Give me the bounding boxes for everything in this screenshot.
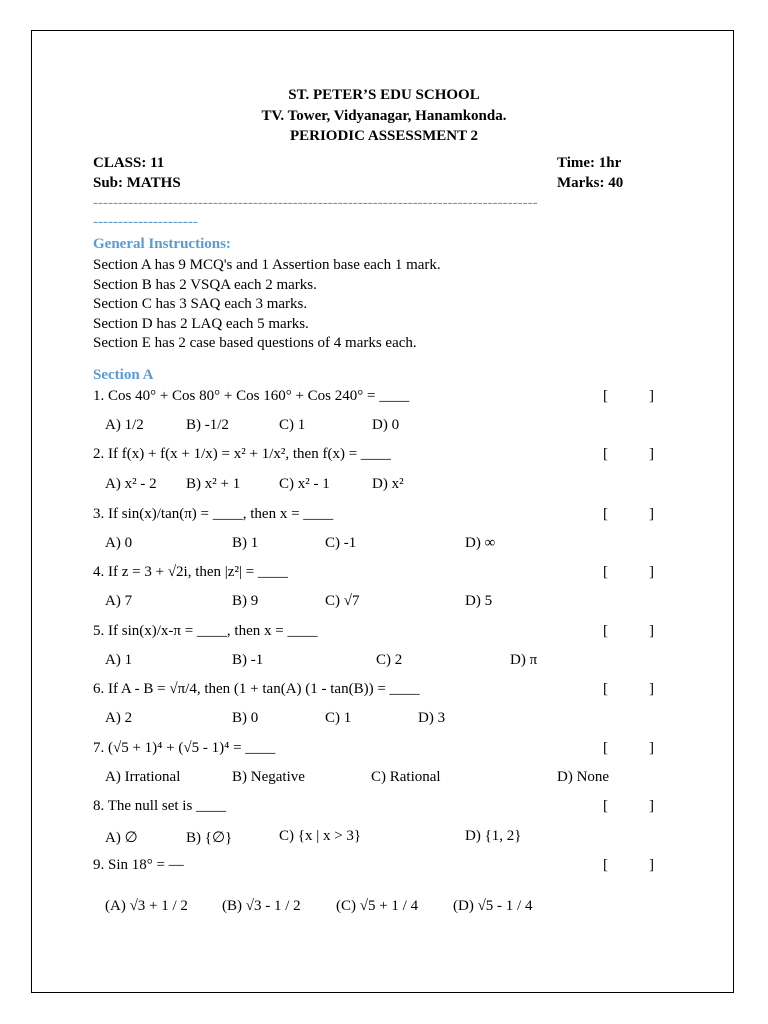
- instruction-line: Section D has 2 LAQ each 5 marks.: [93, 316, 309, 332]
- question-3: 3. If sin(x)/tan(π) = ____, then x = ____: [93, 506, 334, 522]
- exam-title: PERIODIC ASSESSMENT 2: [289, 128, 479, 144]
- option: C) {x | x > 3}: [279, 828, 362, 844]
- option: C) -1: [325, 535, 357, 551]
- question-2: 2. If f(x) + f(x + 1/x) = x² + 1/x², then f(x) = ____: [93, 446, 391, 462]
- option: C) 1: [325, 710, 352, 726]
- option: (C) √5 + 1 / 4: [336, 898, 419, 914]
- instruction-line: Section A has 9 MCQ's and 1 Assertion base each 1 mark.: [93, 257, 441, 273]
- subject-label: Sub: MATHS: [93, 175, 181, 191]
- option: (A) √3 + 1 / 2: [105, 898, 188, 914]
- option: D) {1, 2}: [465, 828, 522, 844]
- option: A) Irrational: [105, 769, 181, 785]
- option: B) x² + 1: [186, 476, 241, 492]
- option: B) -1/2: [186, 417, 229, 433]
- option: C) Rational: [371, 769, 441, 785]
- answer-bracket-close: ]: [649, 681, 654, 697]
- answer-bracket-open: [: [603, 623, 608, 639]
- marks-label: Marks: 40: [557, 175, 624, 191]
- question-5: 5. If sin(x)/x-π = ____, then x = ____: [93, 623, 318, 639]
- answer-bracket-close: ]: [649, 506, 654, 522]
- question-8: 8. The null set is ____: [93, 798, 227, 814]
- option: (D) √5 - 1 / 4: [453, 898, 533, 914]
- time-label: Time: 1hr: [557, 155, 622, 171]
- option: A) x² - 2: [105, 476, 157, 492]
- school-name: ST. PETER’S EDU SCHOOL: [288, 87, 480, 103]
- option: (B) √3 - 1 / 2: [222, 898, 301, 914]
- divider-line-2: ---------------------: [93, 214, 198, 230]
- option: B) -1: [232, 652, 264, 668]
- question-6: 6. If A - B = √π/4, then (1 + tan(A) (1 - tan(B)) = ____: [93, 681, 420, 697]
- question-9: 9. Sin 18° = —: [93, 857, 184, 873]
- option: A) 7: [105, 593, 133, 609]
- divider-line-1: -----------------------------------------------------------------------------------------: [93, 195, 538, 211]
- option: B) {∅}: [186, 830, 233, 846]
- option: D) 0: [372, 417, 400, 433]
- option: C) x² - 1: [279, 476, 330, 492]
- instruction-line: Section E has 2 case based questions of 4 marks each.: [93, 335, 417, 351]
- option: C) 2: [376, 652, 403, 668]
- instruction-line: Section C has 3 SAQ each 3 marks.: [93, 296, 308, 312]
- question-7: 7. (√5 + 1)⁴ + (√5 - 1)⁴ = ____: [93, 740, 276, 756]
- option: B) 0: [232, 710, 259, 726]
- option: D) 3: [418, 710, 446, 726]
- school-address: TV. Tower, Vidyanagar, Hanamkonda.: [261, 108, 507, 124]
- answer-bracket-open: [: [603, 681, 608, 697]
- option: D) π: [510, 652, 538, 668]
- option: C) 1: [279, 417, 306, 433]
- option: D) x²: [372, 476, 404, 492]
- option: B) 9: [232, 593, 259, 609]
- class-label: CLASS: 11: [93, 155, 165, 171]
- answer-bracket-open: [: [603, 506, 608, 522]
- answer-bracket-open: [: [603, 740, 608, 756]
- option: A) 2: [105, 710, 133, 726]
- option: A) 1/2: [105, 417, 144, 433]
- answer-bracket-close: ]: [649, 857, 654, 873]
- answer-bracket-close: ]: [649, 564, 654, 580]
- option: D) None: [557, 769, 610, 785]
- section-a-heading: Section A: [93, 367, 154, 383]
- question-1: 1. Cos 40° + Cos 80° + Cos 160° + Cos 240° = ____: [93, 388, 410, 404]
- option: A) 1: [105, 652, 133, 668]
- answer-bracket-open: [: [603, 564, 608, 580]
- answer-bracket-close: ]: [649, 798, 654, 814]
- option: D) 5: [465, 593, 493, 609]
- answer-bracket-open: [: [603, 446, 608, 462]
- instructions-heading: General Instructions:: [93, 236, 231, 252]
- option: A) 0: [105, 535, 133, 551]
- answer-bracket-open: [: [603, 388, 608, 404]
- option: B) Negative: [232, 769, 305, 785]
- answer-bracket-close: ]: [649, 623, 654, 639]
- answer-bracket-close: ]: [649, 388, 654, 404]
- answer-bracket-open: [: [603, 857, 608, 873]
- question-4: 4. If z = 3 + √2i, then |z²| = ____: [93, 564, 288, 580]
- option: B) 1: [232, 535, 259, 551]
- answer-bracket-close: ]: [649, 740, 654, 756]
- instruction-line: Section B has 2 VSQA each 2 marks.: [93, 277, 317, 293]
- option: A) ∅: [105, 830, 138, 846]
- option: C) √7: [325, 593, 360, 609]
- answer-bracket-close: ]: [649, 446, 654, 462]
- option: D) ∞: [465, 535, 496, 551]
- answer-bracket-open: [: [603, 798, 608, 814]
